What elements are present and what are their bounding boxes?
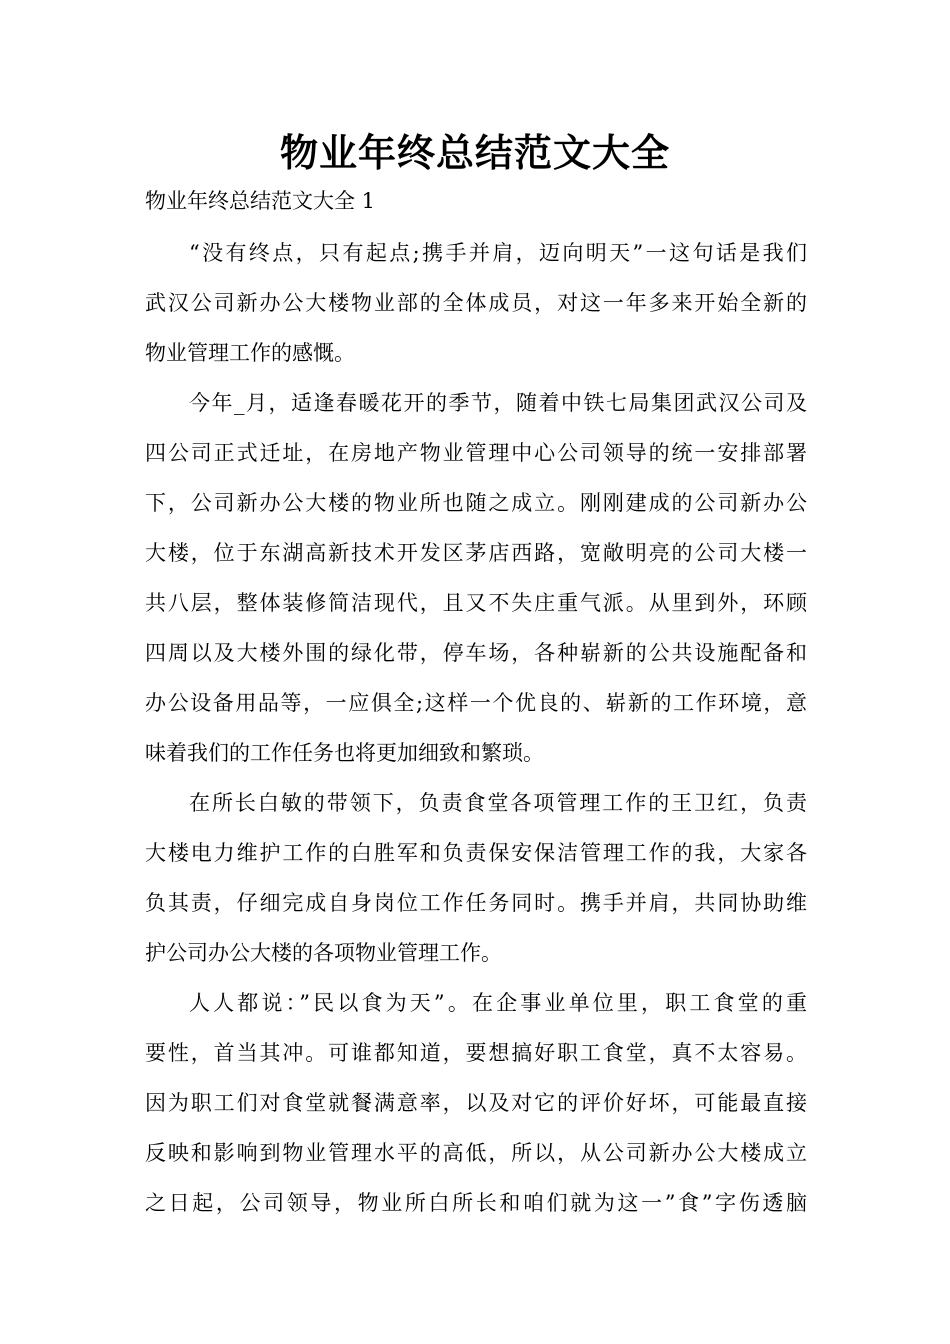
text-line: 物业管理工作的感慨。	[145, 341, 355, 365]
text-line: 共八层，整体装修简洁现代，且又不失庄重气派。从里到外，环顾	[145, 591, 807, 615]
text-line: “没有终点，只有起点;携手并肩，迈向明天”一这句话是我们	[189, 241, 807, 265]
text-line: 护公司办公大楼的各项物业管理工作。	[145, 941, 502, 965]
text-line: 武汉公司新办公大楼物业部的全体成员，对这一年多来开始全新的	[145, 291, 807, 315]
paragraph	[145, 378, 807, 778]
paragraph	[145, 978, 807, 1228]
text-line: 要性，首当其冲。可谁都知道，要想搞好职工食堂，真不太容易。	[145, 1041, 807, 1065]
document-title: 物业年终总结范文大全	[279, 131, 670, 175]
text-line: 今年_月，适逢春暖花开的季节，随着中铁七局集团武汉公司及	[189, 391, 807, 415]
text-line: 因为职工们对食堂就餐满意率，以及对它的评价好坏，可能最直接	[145, 1091, 807, 1115]
text-line: 之日起，公司领导，物业所白所长和咱们就为这一”食”字伤透脑	[145, 1191, 807, 1215]
text-line: 在所长白敏的带领下，负责食堂各项管理工作的王卫红，负责	[189, 791, 807, 815]
paragraph	[145, 778, 807, 978]
text-line: 味着我们的工作任务也将更加细致和繁琐。	[145, 741, 544, 765]
text-line: 四周以及大楼外围的绿化带，停车场，各种崭新的公共设施配备和	[145, 641, 807, 665]
text-line: 四公司正式迁址，在房地产物业管理中心公司领导的统一安排部署	[145, 441, 807, 465]
paragraph	[145, 228, 807, 378]
section-heading: 物业年终总结范文大全 1	[145, 189, 376, 213]
document-body	[145, 228, 807, 1228]
text-line: 人人都说：”民以食为天”。在企事业单位里，职工食堂的重	[189, 991, 807, 1015]
text-line: 负其责，仔细完成自身岗位工作任务同时。携手并肩，共同协助维	[145, 891, 807, 915]
text-line: 大楼，位于东湖高新技术开发区茅店西路，宽敞明亮的公司大楼一	[145, 541, 807, 565]
text-line: 办公设备用品等，一应俱全;这样一个优良的、崭新的工作环境，意	[145, 691, 807, 715]
text-line: 反映和影响到物业管理水平的高低，所以，从公司新办公大楼成立	[145, 1141, 807, 1165]
text-line: 大楼电力维护工作的白胜军和负责保安保洁管理工作的我，大家各	[145, 841, 807, 865]
text-line: 下，公司新办公大楼的物业所也随之成立。刚刚建成的公司新办公	[145, 491, 807, 515]
